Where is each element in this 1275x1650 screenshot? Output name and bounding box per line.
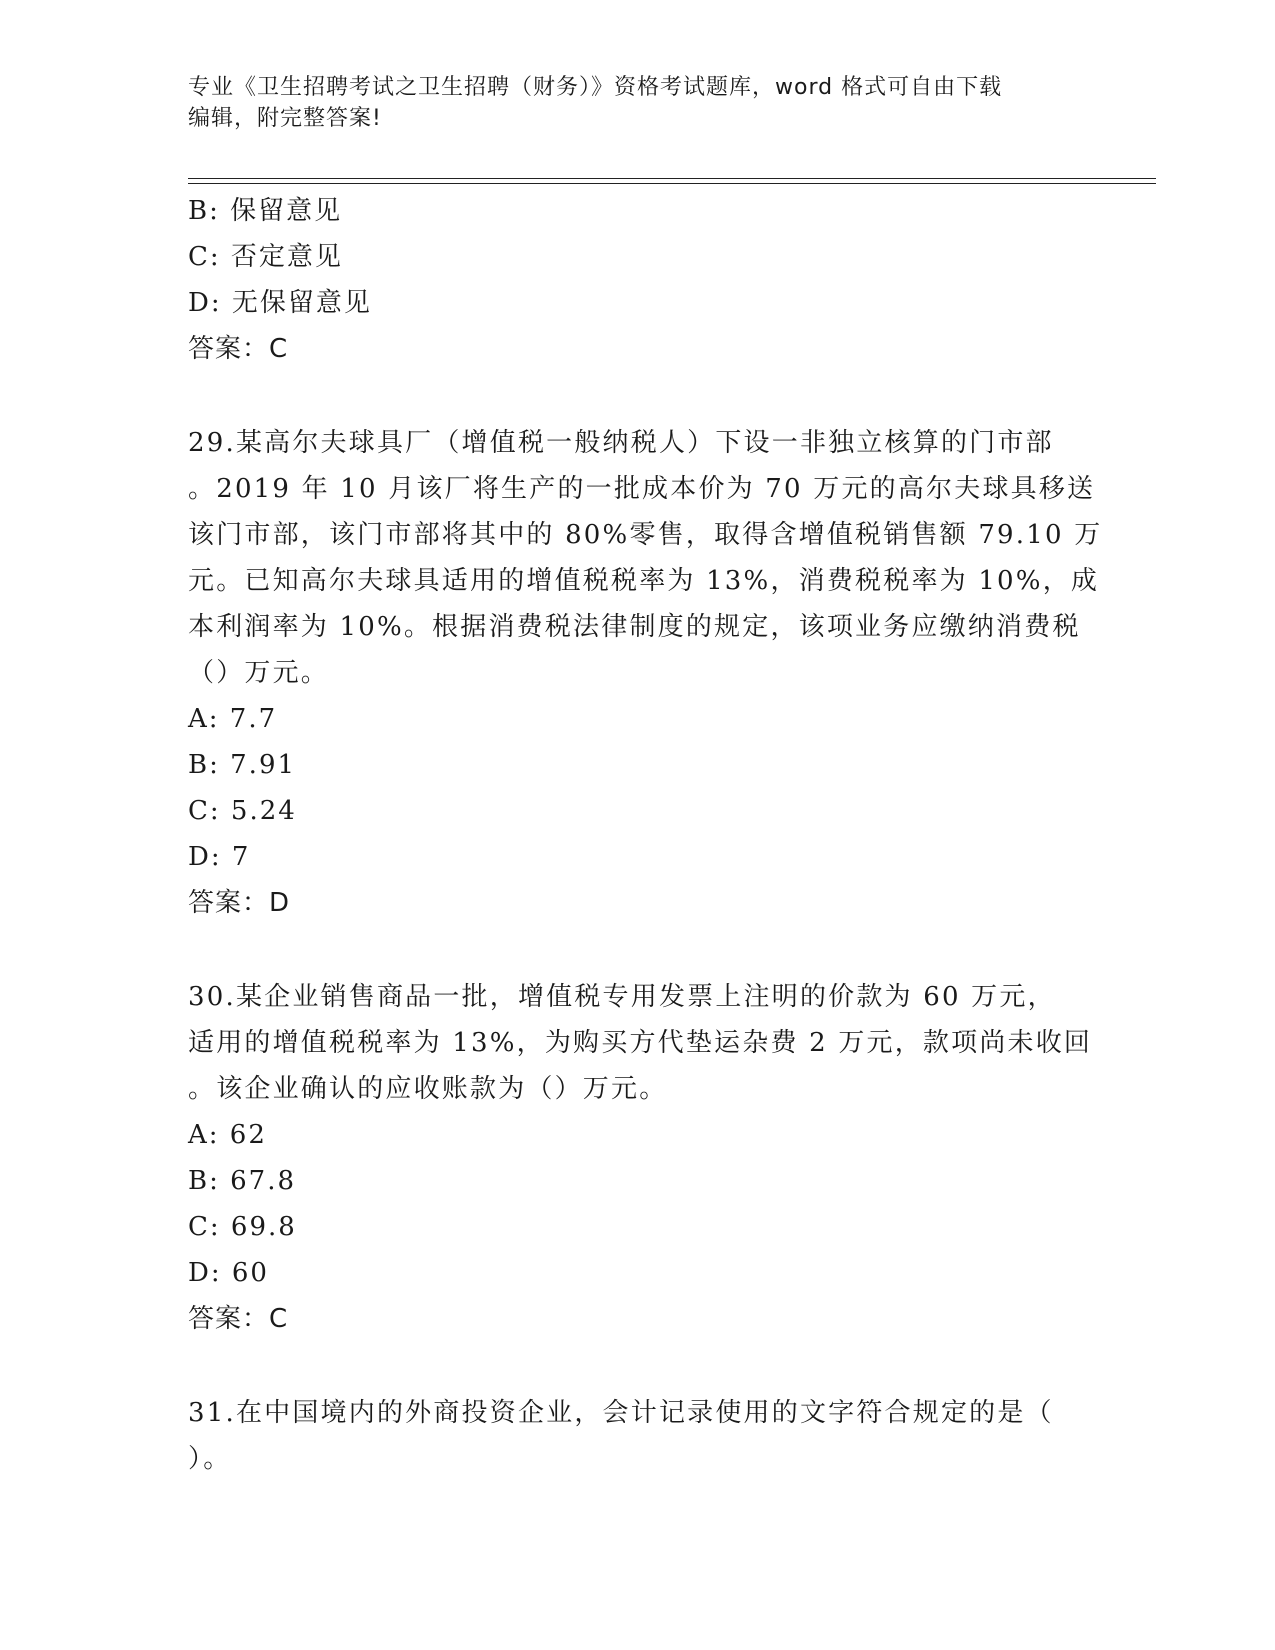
- page-header: [188, 72, 1088, 134]
- header-line-2: 编辑，附完整答案!: [188, 106, 382, 131]
- question-text: [188, 1390, 1088, 1482]
- question-line: 该门市部，该门市部将其中的 80%零售，取得含增值税销售额 79.10 万: [188, 520, 1103, 550]
- option-a: A: 7.7: [188, 704, 278, 734]
- option-d: D: 无保留意见: [188, 288, 372, 318]
- question-30: [188, 974, 1093, 1342]
- question-line: 适用的增值税税率为 13%，为购买方代垫运杂费 2 万元，款项尚未收回: [188, 1028, 1093, 1058]
- question-line: （）万元。: [188, 658, 330, 688]
- question-line: 。2019 年 10 月该厂将生产的一批成本价为 70 万元的高尔夫球具移送: [188, 474, 1096, 504]
- question-line: 29.某高尔夫球具厂（增值税一般纳税人）下设一非独立核算的门市部: [188, 428, 1054, 458]
- question-line: ）。: [188, 1444, 232, 1474]
- option-b: B: 67.8: [188, 1166, 297, 1196]
- option-c: C: 否定意见: [188, 242, 343, 272]
- option-b: B: 保留意见: [188, 196, 343, 226]
- question-text: [188, 420, 1103, 696]
- option-c: C: 69.8: [188, 1212, 297, 1242]
- option-d: D: 7: [188, 842, 251, 872]
- question-line: 本利润率为 10%。根据消费税法律制度的规定，该项业务应缴纳消费税: [188, 612, 1081, 642]
- header-rule-bottom: [188, 183, 1156, 184]
- question-line: 31.在中国境内的外商投资企业，会计记录使用的文字符合规定的是（: [188, 1398, 1054, 1428]
- answer: 答案：C: [188, 334, 289, 364]
- question-31: [188, 1390, 1088, 1482]
- question-line: 30.某企业销售商品一批，增值税专用发票上注明的价款为 60 万元，: [188, 982, 1056, 1012]
- question-line: 元。已知高尔夫球具适用的增值税税率为 13%，消费税税率为 10%，成: [188, 566, 1100, 596]
- question-content: [188, 188, 1103, 1482]
- option-c: C: 5.24: [188, 796, 297, 826]
- option-b: B: 7.91: [188, 750, 297, 780]
- question-line: 。该企业确认的应收账款为（）万元。: [188, 1074, 668, 1104]
- answer: 答案：D: [188, 888, 291, 918]
- question-29: [188, 420, 1103, 926]
- prev-question: [188, 188, 1088, 372]
- header-line-1: 专业《卫生招聘考试之卫生招聘（财务）》资格考试题库，word 格式可自由下载: [188, 75, 1003, 100]
- question-text: [188, 974, 1093, 1112]
- header-rule-top: [188, 178, 1156, 179]
- option-a: A: 62: [188, 1120, 267, 1150]
- answer: 答案：C: [188, 1304, 289, 1334]
- option-d: D: 60: [188, 1258, 269, 1288]
